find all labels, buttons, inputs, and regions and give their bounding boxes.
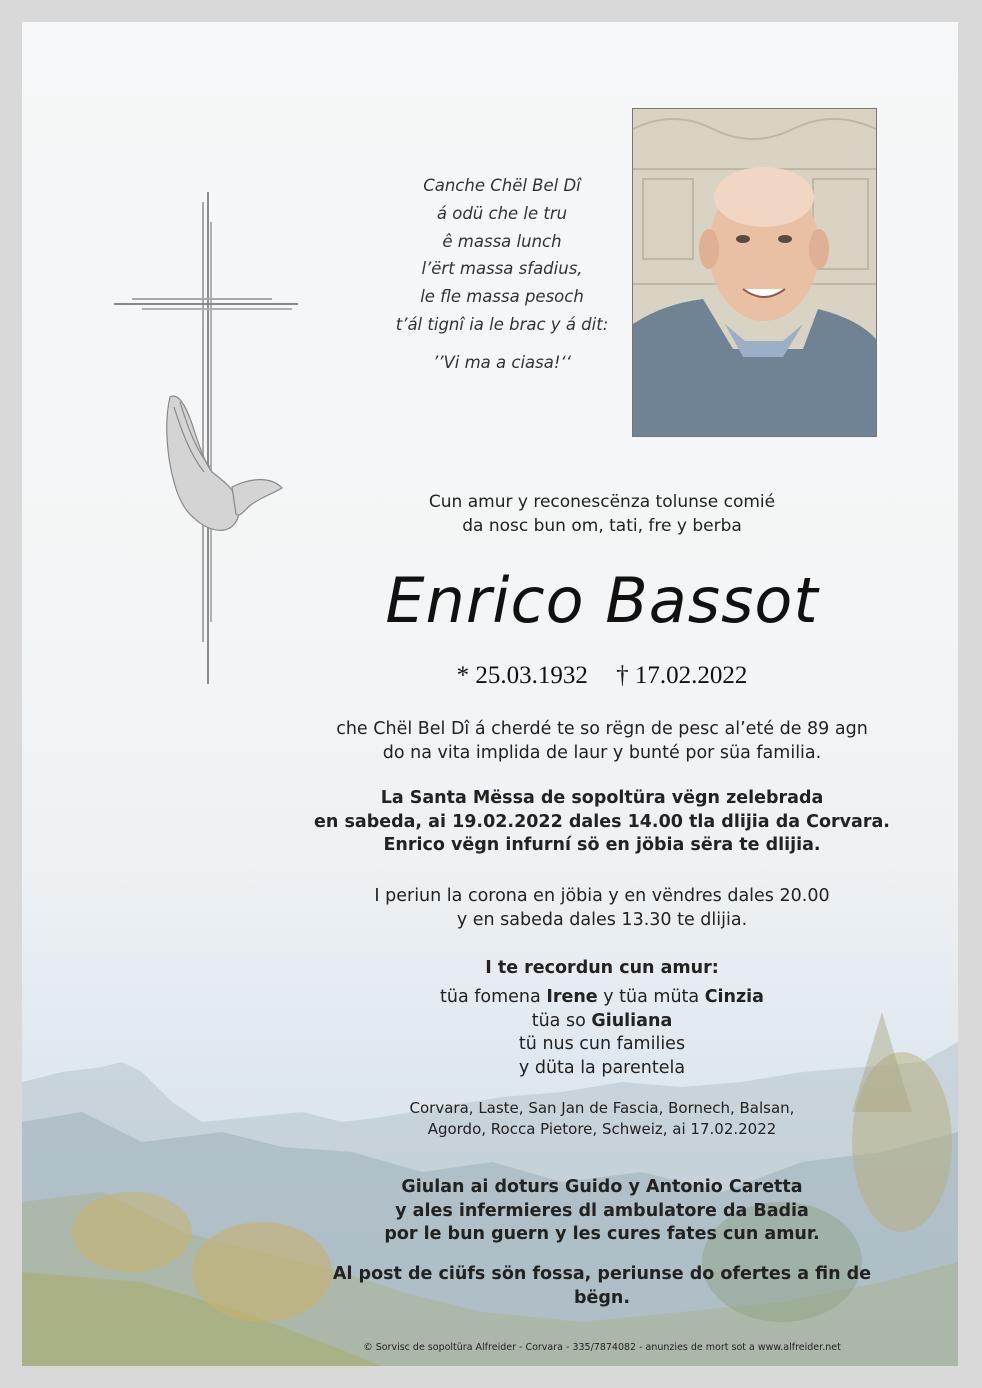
deceased-name: Enrico Bassot <box>385 564 819 637</box>
text-line: y ales infermieres dl ambulatore da Badia <box>395 1200 809 1221</box>
text-line: che Chël Bel Dî á cherdé te so rëgn de pesc al’eté de 89 agn <box>336 719 868 739</box>
life-dates <box>322 662 882 690</box>
death-date: † 17.02.2022 <box>616 662 748 689</box>
text-line: La Santa Mëssa de sopoltüra vëgn zelebrada <box>380 788 824 808</box>
poem-line: t’ál tignî ia le brac y á dit: <box>395 314 609 334</box>
text-line: y en sabeda dales 13.30 te dlijia. <box>456 909 748 930</box>
mourner-line: y düta la parentela <box>518 1057 686 1078</box>
text-line: en sabeda, ai 19.02.2022 dales 14.00 tla dlijia da Corvara. <box>314 811 890 832</box>
intro-line: Cun amur y reconescënza tolunse comié <box>428 492 776 512</box>
poem-quote: ’’Vi ma a ciasa!‘‘ <box>433 352 571 372</box>
poem-line: l’ërt massa sfadius, <box>421 259 583 279</box>
poem <box>352 172 652 377</box>
mourners-list <box>302 986 902 1080</box>
death-notice-text <box>302 718 902 765</box>
mourner-name: Cinzia <box>704 987 764 1007</box>
mourner-name: Irene <box>546 987 598 1007</box>
portrait-photo <box>632 108 877 437</box>
donation-note: Al post de ciüfs sön fossa, periunse do ofertes a fin de bëgn. <box>332 1264 872 1308</box>
text-line: Giulan ai doturs Guido y Antonio Caretta <box>401 1177 803 1197</box>
poem-line: ê massa lunch <box>442 231 562 251</box>
birth-date: * 25.03.1932 <box>456 662 588 689</box>
rosary-info <box>302 885 902 932</box>
text-fragment: tüa fomena <box>440 987 547 1007</box>
places-and-date <box>302 1098 902 1140</box>
intro-line: da nosc bun om, tati, fre y berba <box>462 516 742 536</box>
text-line: Agordo, Rocca Pietore, Schweiz, ai 17.02.2022 <box>427 1120 777 1138</box>
text-line: Enrico vëgn infurní sö en jöbia sëra te dlijia. <box>383 835 821 855</box>
poem-line: le fle massa pesoch <box>420 287 584 307</box>
mourners-heading: I te recordun cun amur: <box>485 958 719 978</box>
mourner-line: tü nus cun families <box>518 1034 686 1054</box>
text-fragment: y tüa müta <box>597 987 705 1007</box>
poem-line: Canche Chël Bel Dî <box>423 176 581 195</box>
text-line: Corvara, Laste, San Jan de Fascia, Bornech, Balsan, <box>409 1099 795 1117</box>
text-line: I periun la corona en jöbia y en vëndres dales 20.00 <box>374 886 830 906</box>
text-line: do na vita implida de laur y bunté por süa familia. <box>382 742 822 763</box>
cross-with-praying-hands-icon <box>112 192 312 692</box>
thanks-text <box>302 1176 902 1247</box>
mourner-line <box>302 986 902 1010</box>
mourner-name: Giuliana <box>591 1010 673 1031</box>
funeral-mass-info <box>302 787 902 858</box>
text-fragment: tüa so <box>531 1010 592 1031</box>
intro-text <box>322 490 882 538</box>
poem-line: á odü che le tru <box>436 203 568 223</box>
footer-credit: © Sorvisc de sopoltüra Alfreider - Corvara - 335/7874082 - anunzies de mort sot a www.alfreider.net <box>363 1342 841 1353</box>
obituary-page <box>22 22 958 1366</box>
mourner-line <box>302 1010 902 1034</box>
text-line: por le bun guern y les cures fates cun amur. <box>384 1224 820 1244</box>
